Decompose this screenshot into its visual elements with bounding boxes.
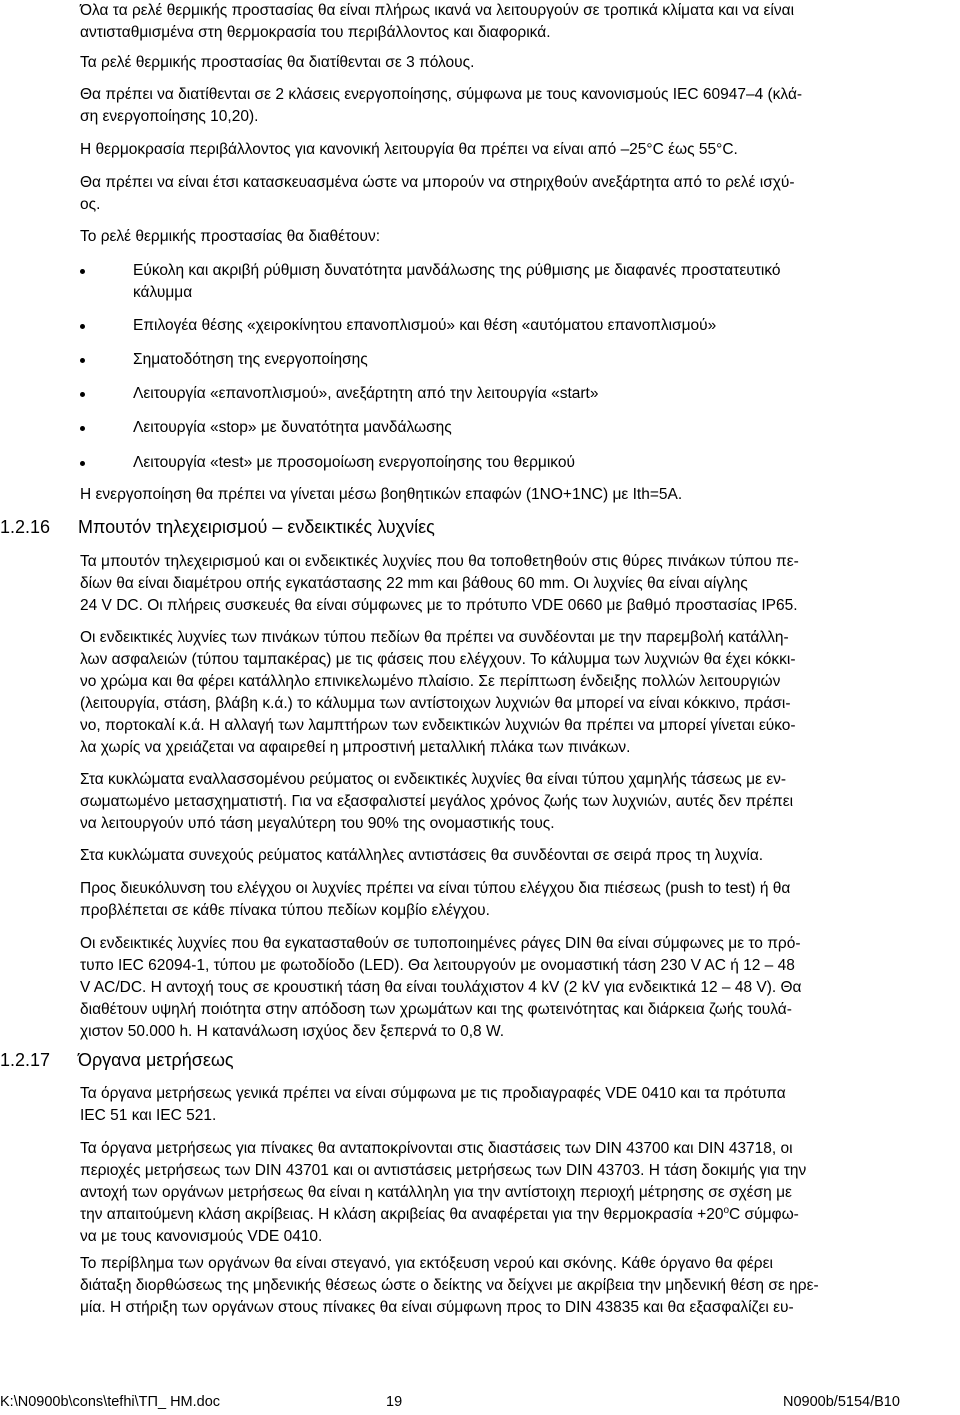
text-line: Τα όργανα μετρήσεως γενικά πρέπει να είναι σύμφωνα με τις προδιαγραφές VDE 0410 και τα πρότυπα: [80, 1085, 786, 1102]
bullet-dot-icon: [80, 426, 85, 431]
features-intro: [80, 226, 958, 248]
mounting-paragraph: [80, 172, 958, 216]
text-line: Τα όργανα μετρήσεως για πίνακες θα ανταποκρίνονται στις διαστάσεις των DIN 43700 και DIN 43718, οι: [80, 1140, 793, 1157]
text-line: Η ενεργοποίηση θα πρέπει να γίνεται μέσω βοηθητικών επαφών (1NO+1NC) με Ith=5A.: [80, 486, 683, 503]
footer-doc-code: N0900b/5154/B10: [783, 1394, 900, 1410]
text-line: λων ασφαλειών (τύπου ταμπακέρας) με τις φάσεις που ελέγχουν. Το κάλυμμα των λυχνιών θα έχει κόκκι-: [80, 651, 796, 668]
text-line: τυπο IEC 62094-1, τύπου με φωτοδίοδο (LED). Θα λειτουργούν με ονομαστική τάση 230 V AC ή 12 – 48: [80, 957, 795, 974]
temperature-paragraph: [80, 139, 958, 161]
text-line: Στα κυκλώματα εναλλασσομένου ρεύματος οι ενδεικτικές λυχνίες θα είναι τύπου χαμηλής τάσεως με εν-: [80, 771, 787, 788]
bullet-text: Λειτουργία «επανοπλισμού», ανεξάρτητη από την λειτουργία «start»: [133, 385, 599, 402]
text-fragment: την απαιτούμενη κλάση ακρίβειας. Η κλάση ακριβείας θα αναφέρεται για την θερμοκρασία +20: [80, 1206, 724, 1223]
instruments-paragraph-3: [80, 1253, 958, 1319]
text-line: διαθέτουν υψηλή ποιότητα στην απόδοση των χρωμάτων και της φωτεινότητας και διάρκεια ζωής τουλά-: [80, 1001, 792, 1018]
text-line: IEC 51 και IEC 521.: [80, 1107, 217, 1124]
bullet-text: Επιλογέα θέσης «χειροκίνητου επανοπλισμού» και θέση «αυτόματου επανοπλισμού»: [133, 317, 717, 334]
text-line: ση ενεργοποίησης 10,20).: [80, 108, 259, 125]
bullet-dot-icon: [80, 324, 85, 329]
text-line: Στα κυκλώματα συνεχούς ρεύματος κατάλληλες αντιστάσεις θα συνδέονται σε σειρά προς τη λυχνία.: [80, 847, 764, 864]
text-line: Τα μπουτόν τηλεχειρισμού και οι ενδεικτικές λυχνίες που θα τοποθετηθούν στις θύρες πινάκων τύπου πε-: [80, 553, 799, 570]
poles-paragraph: [80, 52, 958, 74]
text-line: 24 V DC. Οι πλήρεις συσκευές θα είναι σύμφωνες με το πρότυπο VDE 0660 με βαθμό προστασίας IP65.: [80, 597, 798, 614]
text-line: (λειτουργία, στάση, βλάβη κ.ά.) το κάλυμμα των αντίστοιχων λυχνιών θα μπορεί να είναι κόκκινο, πράσι-: [80, 695, 791, 712]
intro-paragraph: [80, 0, 958, 44]
text-line: μία. Η στήριξη των οργάνων στους πίνακες θα είναι σύμφωνη προς το DIN 43835 και θα εξασφαλίζει ευ-: [80, 1299, 794, 1316]
text-line: Όλα τα ρελέ θερμικής προστασίας θα είναι πλήρως ικανά να λειτουργούν σε τροπικά κλίματα και να είναι: [80, 2, 795, 19]
degree-superscript: ο: [723, 1204, 730, 1216]
bullet-text: Λειτουργία «test» με προσομοίωση ενεργοποίησης του θερμικού: [133, 454, 575, 471]
text-line: χιστον 50.000 h. Η κατανάλωση ισχύος δεν ξεπερνά το 0,8 W.: [80, 1023, 505, 1040]
bullet-dot-icon: [80, 358, 85, 363]
footer-page-number: 19: [386, 1394, 403, 1410]
text-line: να λειτουργούν υπό τάση μεγαλύτερη του 90% της ονομαστικής τους.: [80, 815, 555, 832]
text-line: ος.: [80, 196, 101, 213]
bullet-text: Λειτουργία «stop» με δυνατότητα μανδάλωσης: [133, 419, 452, 436]
pushbutton-paragraph-3: [80, 769, 958, 835]
text-fragment: C σύμφω-: [729, 1206, 799, 1223]
instruments-paragraph-2: [80, 1138, 958, 1248]
section-number: 1.2.16: [0, 517, 51, 537]
aux-contacts-paragraph: [80, 484, 958, 506]
bullet-dot-icon: [80, 461, 85, 466]
section-title: Όργανα μετρήσεως: [78, 1050, 234, 1070]
text-line: Το ρελέ θερμικής προστασίας θα διαθέτουν:: [80, 228, 381, 245]
bullet-text: Εύκολη και ακριβή ρύθμιση δυνατότητα μανδάλωσης της ρύθμισης με διαφανές προστατευτικό: [133, 262, 781, 279]
section-title: Μπουτόν τηλεχειρισμού – ενδεικτικές λυχνίες: [78, 517, 435, 537]
bullet-text: κάλυμμα: [133, 284, 193, 301]
pushbutton-paragraph-1: [80, 551, 958, 617]
text-line: σωματωμένο μετασχηματιστή. Για να εξασφαλιστεί μεγάλος χρόνος ζωής των λυχνιών, αυτές δεν πρέπει: [80, 793, 794, 810]
text-line: V AC/DC. Η αντοχή τους σε κρουστική τάση θα είναι τουλάχιστον 4 kV (2 kV για ενδεικτικά 12 – 48 V). Θα: [80, 979, 802, 996]
text-line: Οι ενδεικτικές λυχνίες των πινάκων τύπου πεδίων θα πρέπει να συνδέονται με την παρεμβολή κατάλλη-: [80, 629, 789, 646]
text-line: Τα ρελέ θερμικής προστασίας θα διατίθενται σε 3 πόλους.: [80, 54, 475, 71]
instruments-paragraph-1: [80, 1083, 958, 1127]
bullet-dot-icon: [80, 392, 85, 397]
text-line: Θα πρέπει να διατίθενται σε 2 κλάσεις ενεργοποίησης, σύμφωνα με τους κανονισμούς IEC 60947–4 (κλά-: [80, 86, 803, 103]
section-number: 1.2.17: [0, 1050, 51, 1070]
section-heading-1216: [0, 516, 435, 538]
text-line: λα χωρίς να χρειάζεται να αφαιρεθεί η μπροστινή μεταλλική πλάκα των πινάκων.: [80, 739, 631, 756]
pushbutton-paragraph-5: [80, 878, 958, 922]
bullet-text: Σηματοδότηση της ενεργοποίησης: [133, 351, 368, 368]
text-line: Προς διευκόλυνση του ελέγχου οι λυχνίες πρέπει να είναι τύπου ελέγχου δια πιέσεως (push to test) ή θα: [80, 880, 791, 897]
footer-file-path: K:\N0900b\cons\tefhi\ΤΠ_ ΗΜ.doc: [0, 1394, 221, 1410]
pushbutton-paragraph-4: [80, 845, 958, 867]
text-line: περιοχές μετρήσεως των DIN 43701 και οι αντιστάσεις μετρήσεως των DIN 43703. Η τάση δοκιμής για την: [80, 1162, 807, 1179]
text-line: αντισταθμισμένα στη θερμοκρασία του περιβάλλοντος και διαφορικά.: [80, 24, 551, 41]
text-line: δίων θα είναι διαμέτρου οπής εγκατάστασης 22 mm και βάθους 60 mm. Οι λυχνίες θα είναι αίγλης: [80, 575, 748, 592]
text-line: νο χρώμα και θα φέρει κατάλληλο επινικελωμένο πλαίσιο. Σε περίπτωση ένδειξης πολλών λειτουργιών: [80, 673, 781, 690]
text-line: να με τους κανονισμούς VDE 0410.: [80, 1228, 323, 1245]
classes-paragraph: [80, 84, 958, 128]
text-line: διάταξη διορθώσεως της μηδενικής θέσεως ώστε ο δείκτης να δείχνει με ακρίβεια την μηδενική θέση σε ηρε-: [80, 1277, 819, 1294]
text-line: Θα πρέπει να είναι έτσι κατασκευασμένα ώστε να μπορούν να στηριχθούν ανεξάρτητα από το ρελέ ισχύ-: [80, 174, 795, 191]
text-line: [80, 1204, 958, 1226]
text-line: Το περίβλημα των οργάνων θα είναι στεγανό, για εκτόξευση νερού και σκόνης. Κάθε όργανο θα φέρει: [80, 1255, 773, 1272]
bullet-dot-icon: [80, 269, 85, 274]
text-line: νο, πορτοκαλί κ.ά. Η αλλαγή των λαμπτήρων των ενδεικτικών λυχνιών θα πρέπει να μπορεί γίνεται εύκο-: [80, 717, 796, 734]
text-line: προβλέπεται σε κάθε πίνακα τύπου πεδίων κομβίο ελέγχου.: [80, 902, 490, 919]
section-heading-1217: [0, 1049, 234, 1071]
text-line: αντοχή των οργάνων μετρήσεως θα είναι η κατάλληλη για την αντίστοιχη περιοχή μέτρησης σε σχέση με: [80, 1184, 792, 1201]
pushbutton-paragraph-6: [80, 933, 958, 1043]
text-line: Οι ενδεικτικές λυχνίες που θα εγκατασταθούν σε τυποποιημένες ράγες DIN θα είναι σύμφωνες με το πρό-: [80, 935, 801, 952]
text-line: Η θερμοκρασία περιβάλλοντος για κανονική λειτουργία θα πρέπει να είναι από –25°C έως 55°C.: [80, 141, 738, 158]
pushbutton-paragraph-2: [80, 627, 958, 759]
